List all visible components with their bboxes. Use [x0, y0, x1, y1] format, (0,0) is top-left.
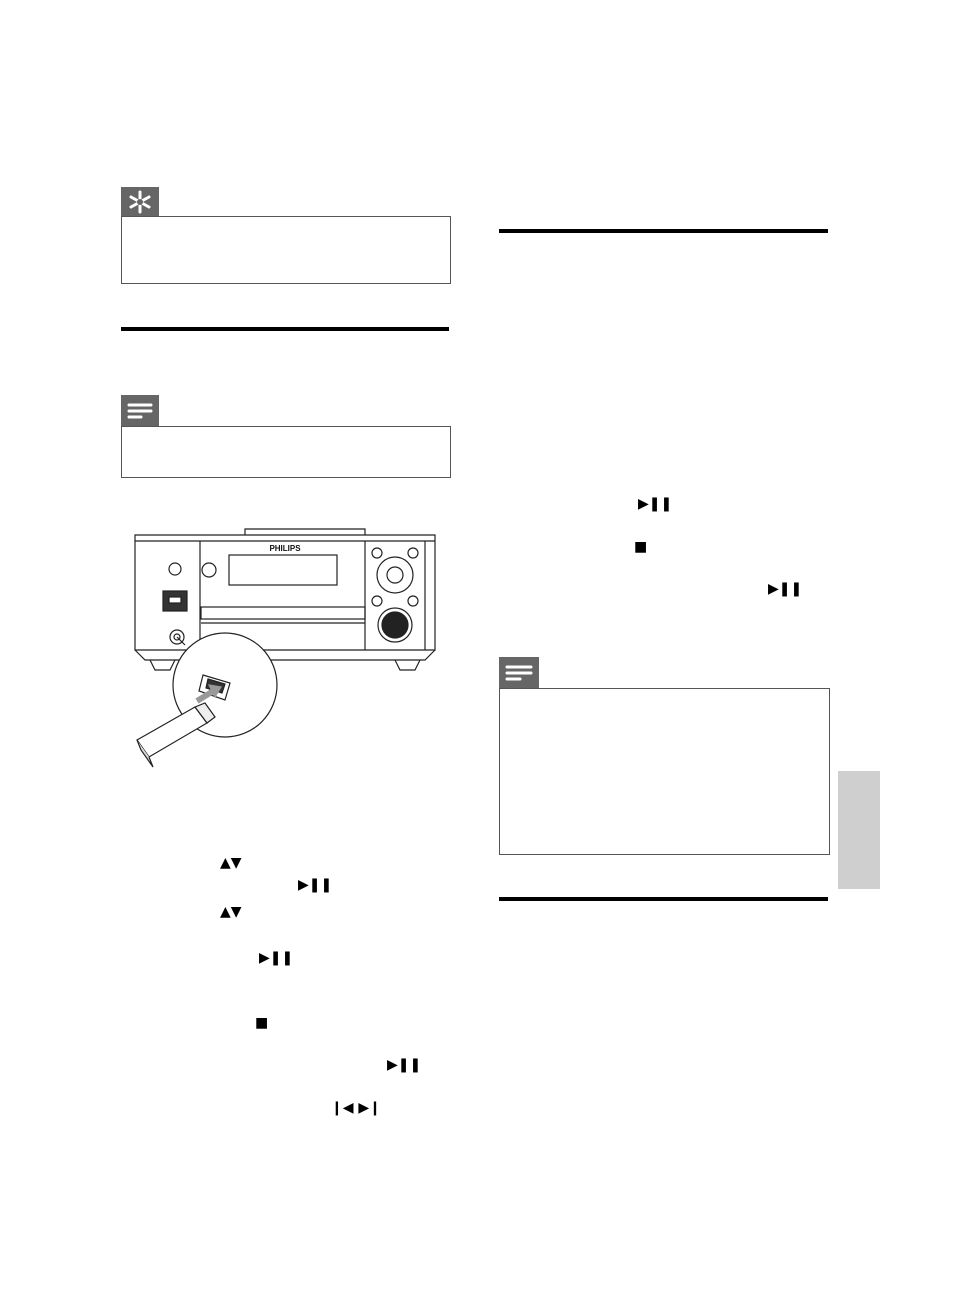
play-pause-symbol-3: ▶❚❚: [387, 1057, 422, 1073]
play-pause-symbol-5: ▶❚❚: [768, 581, 803, 597]
up-down-symbol-1: ▲▼: [220, 855, 242, 871]
tip-icon-tab: [121, 187, 159, 217]
asterisk-icon: [121, 187, 159, 217]
note-lines-icon: [499, 657, 539, 689]
thumb-index-tab: [838, 771, 880, 889]
note-icon-tab-right: [499, 657, 539, 689]
section-rule-right-2: [499, 897, 828, 901]
play-pause-symbol-2: ▶❚❚: [259, 950, 294, 966]
note-box-left: [121, 426, 451, 478]
up-down-symbol-2: ▲▼: [220, 904, 242, 920]
section-rule-left: [121, 327, 449, 331]
note-icon-tab: [121, 395, 159, 427]
device-brand-label: PHILIPS: [269, 544, 301, 553]
micro-system-drawing: [125, 525, 445, 770]
stop-symbol-1: ■: [255, 1015, 269, 1031]
note-lines-icon: [121, 395, 159, 427]
tip-box: [121, 216, 451, 284]
note-box-right: [499, 688, 830, 855]
prev-next-symbol: ❙◀ ▶❙: [331, 1100, 381, 1116]
play-pause-symbol-1: ▶❚❚: [298, 877, 333, 893]
usb-device-illustration: [125, 525, 445, 770]
play-pause-symbol-4: ▶❚❚: [638, 496, 673, 512]
section-rule-right-1: [499, 229, 828, 233]
stop-symbol-2: ■: [634, 539, 648, 555]
